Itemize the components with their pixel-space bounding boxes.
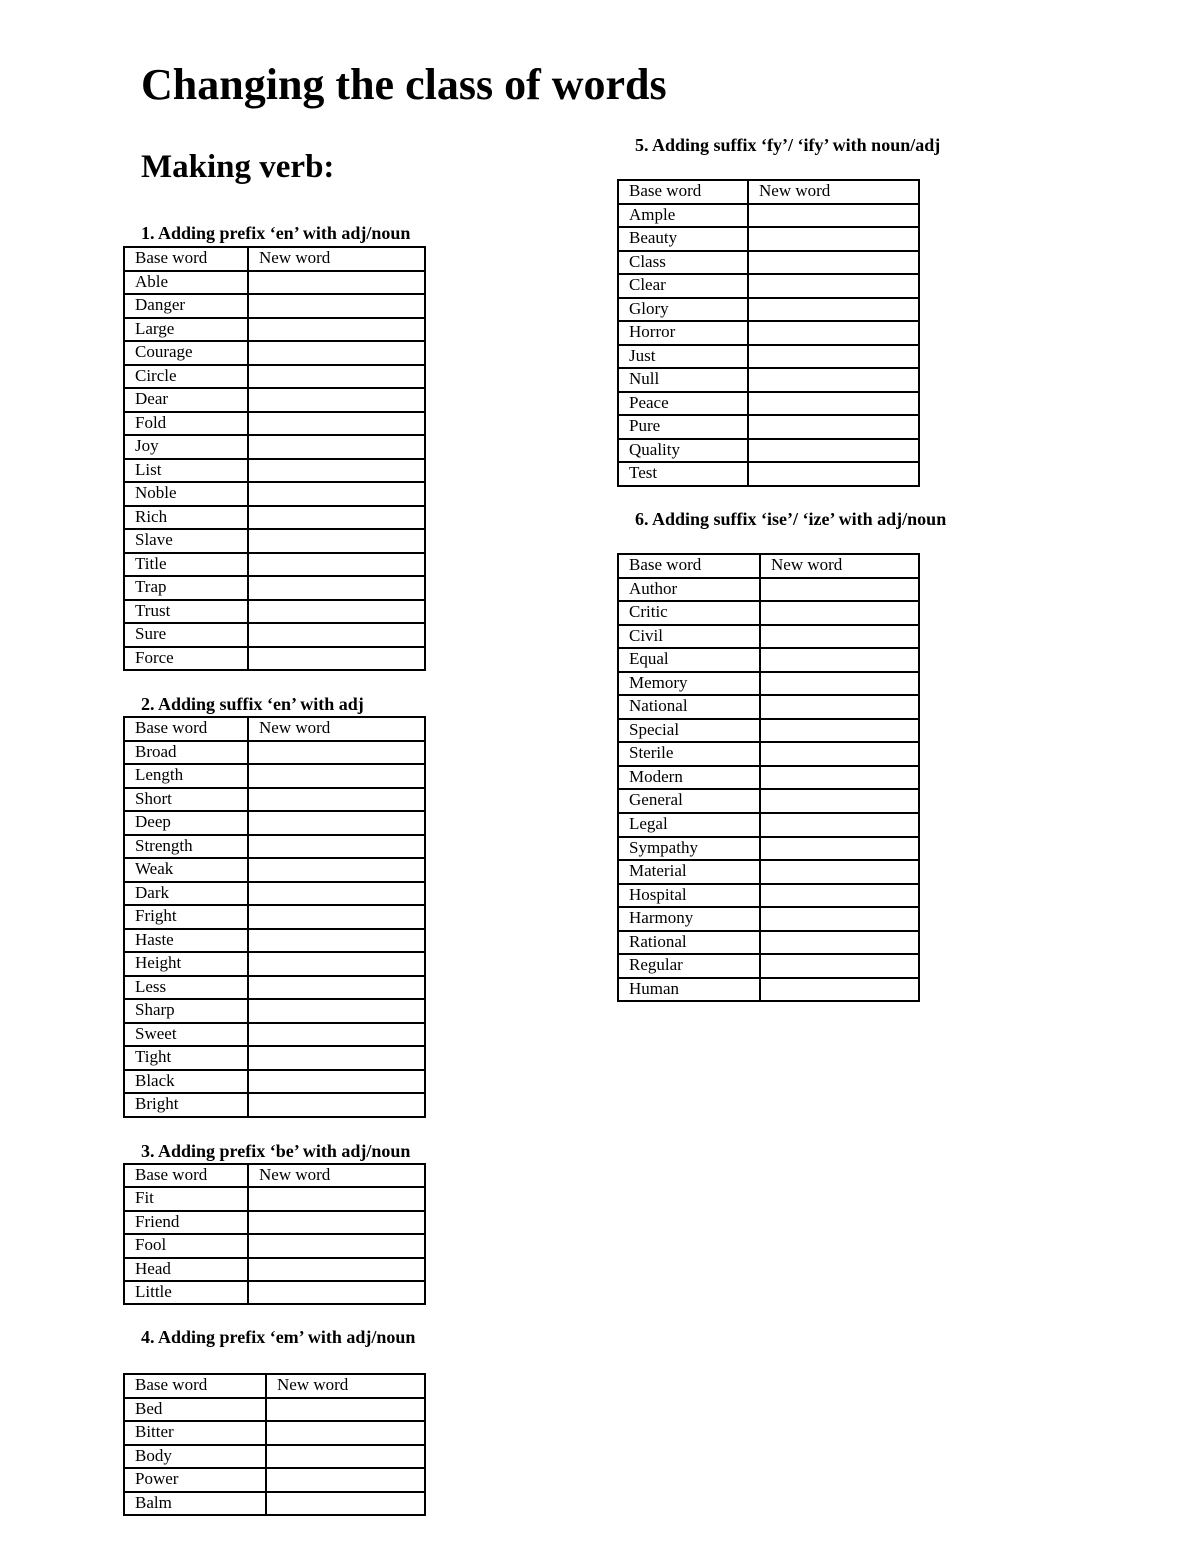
- table-row: [618, 884, 919, 908]
- base-word-cell: Friend: [124, 1211, 248, 1234]
- table-row: [124, 1281, 425, 1304]
- new-word-cell[interactable]: [248, 271, 425, 295]
- new-word-cell[interactable]: [248, 741, 425, 765]
- new-word-cell[interactable]: [266, 1421, 425, 1445]
- new-word-cell[interactable]: [748, 368, 919, 392]
- new-word-cell[interactable]: [248, 506, 425, 530]
- new-word-cell[interactable]: [760, 766, 919, 790]
- new-word-cell[interactable]: [748, 298, 919, 322]
- new-word-cell[interactable]: [760, 672, 919, 696]
- new-word-cell[interactable]: [748, 227, 919, 251]
- base-word-cell: Rational: [618, 931, 760, 955]
- table-row: [618, 601, 919, 625]
- base-word-cell: General: [618, 789, 760, 813]
- new-word-cell[interactable]: [248, 318, 425, 342]
- word-table-1: [123, 246, 426, 671]
- base-word-cell: Circle: [124, 365, 248, 389]
- table-row: [124, 600, 425, 624]
- new-word-cell[interactable]: [760, 601, 919, 625]
- base-word-cell: Regular: [618, 954, 760, 978]
- table-row: [124, 811, 425, 835]
- table-row: [618, 321, 919, 345]
- base-word-cell: Just: [618, 345, 748, 369]
- word-table-4: [123, 1373, 426, 1516]
- table-row: [618, 742, 919, 766]
- base-word-cell: Trust: [124, 600, 248, 624]
- base-word-cell: Critic: [618, 601, 760, 625]
- page-title: Changing the class of words: [141, 60, 667, 109]
- table-row: [124, 388, 425, 412]
- table-header-row: [124, 247, 425, 271]
- new-word-cell[interactable]: [748, 439, 919, 463]
- new-word-cell[interactable]: [760, 695, 919, 719]
- new-word-cell[interactable]: [266, 1398, 425, 1422]
- base-word-cell: Test: [618, 462, 748, 486]
- new-word-cell[interactable]: [748, 345, 919, 369]
- new-word-cell[interactable]: [760, 954, 919, 978]
- base-word-header: Base word: [618, 180, 748, 204]
- table-header-row: [618, 180, 919, 204]
- table-row: [124, 1211, 425, 1234]
- new-word-cell[interactable]: [748, 204, 919, 228]
- base-word-cell: Little: [124, 1281, 248, 1304]
- new-word-cell[interactable]: [248, 1258, 425, 1281]
- base-word-cell: Bright: [124, 1093, 248, 1117]
- base-word-cell: Noble: [124, 482, 248, 506]
- table-row: [618, 719, 919, 743]
- base-word-cell: Short: [124, 788, 248, 812]
- new-word-cell[interactable]: [248, 388, 425, 412]
- table-row: [124, 741, 425, 765]
- new-word-cell[interactable]: [760, 578, 919, 602]
- base-word-cell: Less: [124, 976, 248, 1000]
- base-word-cell: Fold: [124, 412, 248, 436]
- table-row: [618, 439, 919, 463]
- base-word-cell: Pure: [618, 415, 748, 439]
- new-word-cell[interactable]: [248, 788, 425, 812]
- new-word-cell[interactable]: [248, 905, 425, 929]
- base-word-cell: Body: [124, 1445, 266, 1469]
- base-word-cell: Horror: [618, 321, 748, 345]
- table-row: [124, 764, 425, 788]
- new-word-cell[interactable]: [748, 274, 919, 298]
- table-row: [618, 695, 919, 719]
- table-row: [124, 1070, 425, 1094]
- base-word-cell: Human: [618, 978, 760, 1002]
- table-row: [124, 482, 425, 506]
- new-word-cell[interactable]: [248, 576, 425, 600]
- new-word-cell[interactable]: [748, 251, 919, 275]
- new-word-cell[interactable]: [248, 341, 425, 365]
- table-header-row: [618, 554, 919, 578]
- base-word-cell: List: [124, 459, 248, 483]
- new-word-cell[interactable]: [748, 321, 919, 345]
- base-word-cell: Fit: [124, 1187, 248, 1210]
- new-word-cell[interactable]: [248, 999, 425, 1023]
- table-row: [618, 578, 919, 602]
- new-word-cell[interactable]: [760, 742, 919, 766]
- table-row: [124, 647, 425, 671]
- new-word-cell[interactable]: [248, 600, 425, 624]
- base-word-header: Base word: [124, 717, 248, 741]
- new-word-cell[interactable]: [248, 952, 425, 976]
- new-word-header: New word: [748, 180, 919, 204]
- new-word-header: New word: [760, 554, 919, 578]
- new-word-cell[interactable]: [248, 1234, 425, 1257]
- base-word-cell: Sterile: [618, 742, 760, 766]
- new-word-cell[interactable]: [248, 1211, 425, 1234]
- word-table-5: [617, 179, 920, 487]
- section-heading-6: 6. Adding suffix ‘ise’/ ‘ize’ with adj/noun: [635, 509, 947, 529]
- base-word-header: Base word: [124, 1374, 266, 1398]
- table-header-row: [124, 717, 425, 741]
- table-row: [618, 227, 919, 251]
- new-word-cell[interactable]: [760, 907, 919, 931]
- base-word-cell: Able: [124, 271, 248, 295]
- new-word-cell[interactable]: [760, 837, 919, 861]
- section-heading-3: 3. Adding prefix ‘be’ with adj/noun: [141, 1141, 411, 1161]
- table-row: [124, 1093, 425, 1117]
- table-row: [618, 298, 919, 322]
- base-word-cell: Peace: [618, 392, 748, 416]
- table-row: [618, 766, 919, 790]
- table-row: [124, 1468, 425, 1492]
- table-header-row: [124, 1164, 425, 1187]
- base-word-cell: Sure: [124, 623, 248, 647]
- base-word-cell: Dear: [124, 388, 248, 412]
- new-word-cell[interactable]: [748, 392, 919, 416]
- table-row: [618, 837, 919, 861]
- table-row: [124, 1023, 425, 1047]
- new-word-cell[interactable]: [248, 835, 425, 859]
- table-row: [124, 788, 425, 812]
- table-row: [618, 954, 919, 978]
- base-word-cell: Sharp: [124, 999, 248, 1023]
- new-word-cell[interactable]: [266, 1468, 425, 1492]
- new-word-cell[interactable]: [248, 929, 425, 953]
- table-row: [618, 204, 919, 228]
- new-word-cell[interactable]: [248, 435, 425, 459]
- base-word-cell: Tight: [124, 1046, 248, 1070]
- table-row: [124, 1234, 425, 1257]
- table-row: [124, 553, 425, 577]
- base-word-header: Base word: [124, 247, 248, 271]
- table-row: [618, 813, 919, 837]
- base-word-cell: Courage: [124, 341, 248, 365]
- base-word-cell: Fright: [124, 905, 248, 929]
- base-word-cell: Haste: [124, 929, 248, 953]
- base-word-cell: Author: [618, 578, 760, 602]
- new-word-cell[interactable]: [248, 1023, 425, 1047]
- base-word-cell: Civil: [618, 625, 760, 649]
- new-word-cell[interactable]: [760, 648, 919, 672]
- table-row: [124, 1187, 425, 1210]
- new-word-cell[interactable]: [248, 764, 425, 788]
- new-word-cell[interactable]: [266, 1492, 425, 1516]
- table-row: [618, 415, 919, 439]
- new-word-cell[interactable]: [748, 415, 919, 439]
- table-row: [124, 1492, 425, 1516]
- base-word-cell: Head: [124, 1258, 248, 1281]
- base-word-cell: Slave: [124, 529, 248, 553]
- base-word-cell: Beauty: [618, 227, 748, 251]
- new-word-cell[interactable]: [248, 529, 425, 553]
- new-word-cell[interactable]: [760, 813, 919, 837]
- new-word-cell[interactable]: [760, 625, 919, 649]
- section-heading-5: 5. Adding suffix ‘fy’/ ‘ify’ with noun/adj: [635, 135, 941, 155]
- base-word-cell: Hospital: [618, 884, 760, 908]
- new-word-cell[interactable]: [248, 1046, 425, 1070]
- base-word-cell: Weak: [124, 858, 248, 882]
- new-word-cell[interactable]: [248, 858, 425, 882]
- new-word-cell[interactable]: [248, 482, 425, 506]
- base-word-cell: Rich: [124, 506, 248, 530]
- base-word-cell: Bed: [124, 1398, 266, 1422]
- new-word-cell[interactable]: [748, 462, 919, 486]
- base-word-cell: Large: [124, 318, 248, 342]
- base-word-cell: Legal: [618, 813, 760, 837]
- new-word-header: New word: [248, 247, 425, 271]
- word-table-2: [123, 716, 426, 1118]
- new-word-cell[interactable]: [248, 553, 425, 577]
- table-row: [124, 576, 425, 600]
- table-row: [124, 905, 425, 929]
- base-word-cell: Height: [124, 952, 248, 976]
- table-row: [124, 999, 425, 1023]
- word-table-6: [617, 553, 920, 1002]
- new-word-cell[interactable]: [760, 719, 919, 743]
- base-word-cell: Material: [618, 860, 760, 884]
- table-row: [618, 648, 919, 672]
- base-word-cell: Length: [124, 764, 248, 788]
- base-word-cell: Ample: [618, 204, 748, 228]
- new-word-cell[interactable]: [248, 1070, 425, 1094]
- new-word-cell[interactable]: [266, 1445, 425, 1469]
- table-row: [124, 623, 425, 647]
- new-word-cell[interactable]: [248, 976, 425, 1000]
- table-row: [124, 1046, 425, 1070]
- new-word-cell[interactable]: [248, 459, 425, 483]
- new-word-cell[interactable]: [248, 623, 425, 647]
- table-row: [618, 625, 919, 649]
- table-row: [124, 271, 425, 295]
- table-row: [618, 860, 919, 884]
- table-row: [618, 392, 919, 416]
- base-word-cell: Trap: [124, 576, 248, 600]
- table-row: [124, 294, 425, 318]
- base-word-cell: Force: [124, 647, 248, 671]
- section-heading-2: 2. Adding suffix ‘en’ with adj: [141, 694, 364, 714]
- base-word-cell: Equal: [618, 648, 760, 672]
- base-word-cell: Power: [124, 1468, 266, 1492]
- base-word-cell: Deep: [124, 811, 248, 835]
- table-row: [124, 318, 425, 342]
- table-row: [124, 1421, 425, 1445]
- base-word-cell: Danger: [124, 294, 248, 318]
- table-header-row: [124, 1374, 425, 1398]
- table-row: [618, 274, 919, 298]
- table-row: [618, 931, 919, 955]
- base-word-cell: Class: [618, 251, 748, 275]
- base-word-header: Base word: [124, 1164, 248, 1187]
- table-row: [124, 529, 425, 553]
- table-row: [124, 882, 425, 906]
- table-row: [618, 789, 919, 813]
- base-word-cell: Broad: [124, 741, 248, 765]
- base-word-header: Base word: [618, 554, 760, 578]
- base-word-cell: Memory: [618, 672, 760, 696]
- base-word-cell: Null: [618, 368, 748, 392]
- section-heading-1: 1. Adding prefix ‘en’ with adj/noun: [141, 223, 411, 243]
- base-word-cell: Sympathy: [618, 837, 760, 861]
- table-row: [124, 341, 425, 365]
- base-word-cell: Black: [124, 1070, 248, 1094]
- base-word-cell: Glory: [618, 298, 748, 322]
- new-word-cell[interactable]: [760, 931, 919, 955]
- table-row: [618, 672, 919, 696]
- base-word-cell: Sweet: [124, 1023, 248, 1047]
- table-row: [124, 412, 425, 436]
- base-word-cell: Quality: [618, 439, 748, 463]
- new-word-cell[interactable]: [248, 412, 425, 436]
- table-row: [124, 459, 425, 483]
- table-row: [124, 976, 425, 1000]
- table-row: [618, 978, 919, 1002]
- section-heading-4: 4. Adding prefix ‘em’ with adj/noun: [141, 1327, 416, 1347]
- table-row: [618, 345, 919, 369]
- table-row: [124, 1258, 425, 1281]
- base-word-cell: Special: [618, 719, 760, 743]
- new-word-cell[interactable]: [248, 811, 425, 835]
- table-row: [124, 365, 425, 389]
- table-row: [124, 858, 425, 882]
- new-word-cell[interactable]: [248, 294, 425, 318]
- new-word-cell[interactable]: [760, 860, 919, 884]
- new-word-header: New word: [248, 1164, 425, 1187]
- table-row: [618, 368, 919, 392]
- table-row: [124, 929, 425, 953]
- new-word-cell[interactable]: [248, 1187, 425, 1210]
- base-word-cell: Strength: [124, 835, 248, 859]
- table-row: [124, 1445, 425, 1469]
- table-row: [618, 462, 919, 486]
- new-word-cell[interactable]: [248, 882, 425, 906]
- base-word-cell: Joy: [124, 435, 248, 459]
- new-word-header: New word: [266, 1374, 425, 1398]
- new-word-cell[interactable]: [248, 647, 425, 671]
- base-word-cell: Modern: [618, 766, 760, 790]
- base-word-cell: Fool: [124, 1234, 248, 1257]
- table-row: [124, 835, 425, 859]
- table-row: [124, 1398, 425, 1422]
- table-row: [618, 907, 919, 931]
- base-word-cell: Clear: [618, 274, 748, 298]
- word-table-3: [123, 1163, 426, 1305]
- new-word-cell[interactable]: [760, 884, 919, 908]
- table-row: [618, 251, 919, 275]
- base-word-cell: Bitter: [124, 1421, 266, 1445]
- new-word-cell[interactable]: [248, 1281, 425, 1304]
- table-row: [124, 952, 425, 976]
- base-word-cell: Balm: [124, 1492, 266, 1516]
- table-row: [124, 506, 425, 530]
- new-word-cell[interactable]: [760, 978, 919, 1002]
- base-word-cell: National: [618, 695, 760, 719]
- new-word-cell[interactable]: [248, 1093, 425, 1117]
- base-word-cell: Title: [124, 553, 248, 577]
- new-word-cell[interactable]: [760, 789, 919, 813]
- base-word-cell: Dark: [124, 882, 248, 906]
- new-word-cell[interactable]: [248, 365, 425, 389]
- page-subtitle: Making verb:: [141, 149, 335, 185]
- new-word-header: New word: [248, 717, 425, 741]
- table-row: [124, 435, 425, 459]
- base-word-cell: Harmony: [618, 907, 760, 931]
